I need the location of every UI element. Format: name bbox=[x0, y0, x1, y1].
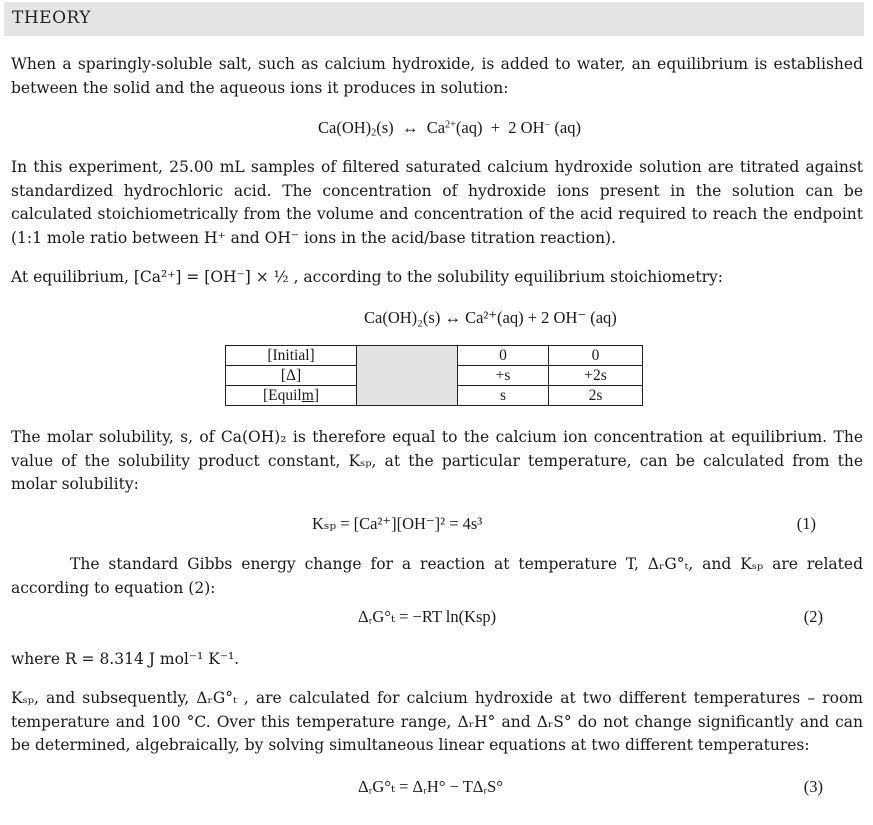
dissolution-equation: $Ca(OH)_2(s)$ ↔ $Ca^{2+}(aq) + 2$ OH− (aq) bbox=[318, 118, 581, 139]
equation-1: Kₛₚ = [Ca²⁺][OH⁻]² = 4s³ bbox=[312, 514, 483, 533]
ice-equation: Ca(OH)₂(s) ↔ Ca²⁺(aq) + 2 OH⁻ (aq) bbox=[364, 308, 617, 327]
ice-cell-ca: s bbox=[458, 386, 549, 406]
equilibrium-statement: At equilibrium, [Ca²⁺] = [OH⁻] × ½ , according to the solubility equilibrium stoichiometry: bbox=[11, 268, 723, 286]
intro-paragraph: When a sparingly-soluble salt, such as calcium hydroxide, is added to water, an equilibrium is established between the solid and the aqueous ions it produces in solution: bbox=[11, 55, 863, 97]
ice-row-initial bbox=[226, 346, 643, 366]
ice-table bbox=[225, 345, 643, 406]
ice-cell-ca: +s bbox=[458, 366, 549, 386]
ice-cell-ca: 0 bbox=[458, 346, 549, 366]
equation-3: ΔᵣG°ₜ = ΔᵣH° − TΔᵣS° bbox=[358, 777, 503, 796]
titration-paragraph: In this experiment, 25.00 mL samples of filtered saturated calcium hydroxide solution are titrated against standardized hydrochloric acid. The concentration of hydroxide ions present in the solution can be calculated stoichiometrically from the volume and concentration of the acid required to reach the endpoint (1:1 mole ratio between H⁺ and OH⁻ ions in the acid/base titration reaction). bbox=[11, 158, 863, 247]
gas-constant-line: where R = 8.314 J mol⁻¹ K⁻¹. bbox=[11, 650, 240, 668]
temperatures-paragraph: Kₛₚ, and subsequently, ΔᵣG°ₜ , are calculated for calcium hydroxide at two different temperatures – room temperature and 100 °C. Over this temperature range, ΔᵣH° and ΔᵣS° do not change significantly and can be determined, algebraically, by solving simultaneous linear equations at two different temperatures: bbox=[11, 689, 863, 754]
equation-2: ΔᵣG°ₜ = −RT ln(Ksp) bbox=[358, 607, 497, 626]
ice-cell-oh: 2s bbox=[549, 386, 643, 406]
gibbs-paragraph: The standard Gibbs energy change for a reaction at temperature T, ΔᵣG°ₜ, and Kₛₚ are related according to equation (2): bbox=[11, 555, 863, 597]
section-header: THEORY bbox=[4, 2, 864, 36]
equation-3-number: (3) bbox=[803, 777, 823, 796]
molar-solubility-paragraph: The molar solubility, s, of Ca(OH)₂ is therefore equal to the calcium ion concentration at equilibrium. The value of the solubility product constant, Kₛₚ, at the particular temperature, can be calculated from the molar solubility: bbox=[11, 428, 863, 493]
ice-row-label: [Initial] bbox=[226, 346, 357, 366]
ice-cell-oh: 0 bbox=[549, 346, 643, 366]
ice-cell-oh: +2s bbox=[549, 366, 643, 386]
ice-solid-column bbox=[357, 346, 458, 406]
equation-2-number: (2) bbox=[803, 607, 823, 626]
ice-row-label: [Δ] bbox=[226, 366, 357, 386]
ice-row-label: [Equilm] bbox=[226, 386, 357, 406]
equation-1-number: (1) bbox=[796, 514, 816, 533]
